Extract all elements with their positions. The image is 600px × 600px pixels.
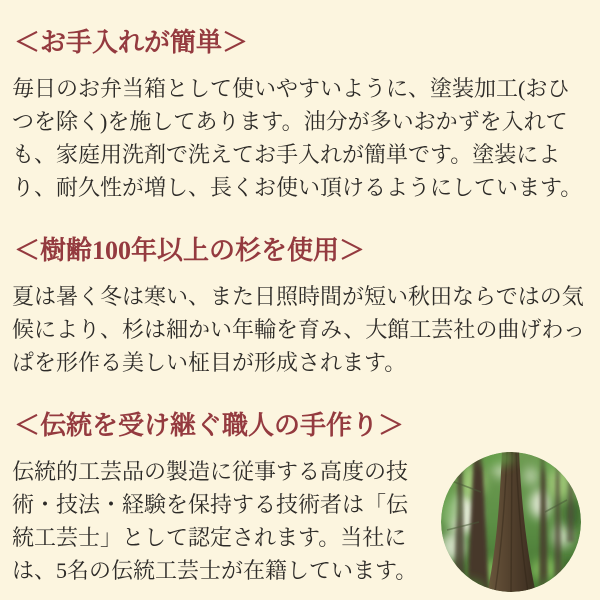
section-cedar-over-100-years <box>12 234 590 379</box>
section-body-artisan-handmade: 伝統的工芸品の製造に従事する高度の技術・技法・経験を保持する技術者は「伝統工芸士」として認定されます。当社には、5名の伝統工芸士が在籍しています。 <box>12 459 418 583</box>
section-body-cedar-over-100-years: 夏は暑く冬は寒い、また日照時間が短い秋田ならではの気候により、杉は細かい年輪を育み、大館工芸社の曲げわっぱを形作る美しい柾目が形成されます。 <box>12 284 586 375</box>
section-heading-cedar-over-100-years: ＜樹齢100年以上の杉を使用＞ <box>14 236 366 265</box>
section-artisan-handmade <box>12 409 590 587</box>
section-heading-artisan-handmade: ＜伝統を受け継ぐ職人の手作り＞ <box>14 411 405 440</box>
section-heading-easy-care: ＜お手入れが簡単＞ <box>14 28 249 57</box>
section-body-easy-care: 毎日のお弁当箱として使いやすいように、塗装加工(おひつを除く)を施してあります。油分が多いおかずを入れても、家庭用洗剤で洗えてお手入れが簡単です。塗装により、耐久性が増し、長くお使い頂けるようにしています。 <box>12 76 583 200</box>
cedar-forest-photo <box>441 452 581 592</box>
section-easy-care <box>12 26 590 204</box>
cedar-forest-illustration <box>441 452 581 592</box>
